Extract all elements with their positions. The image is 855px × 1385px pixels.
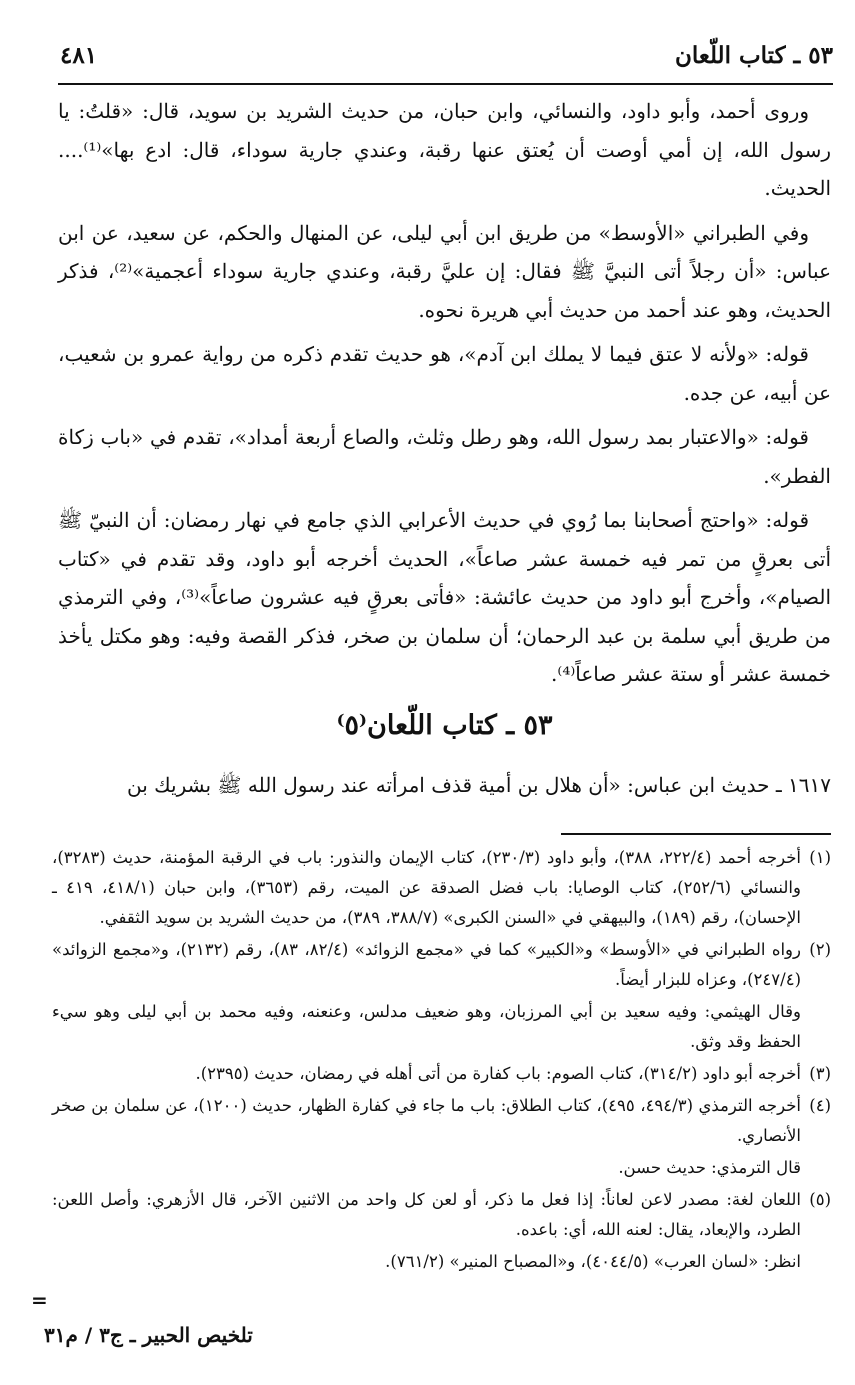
footnote <box>52 843 831 933</box>
footnote-number: (٣) <box>809 1064 831 1083</box>
header-divider <box>58 83 833 85</box>
footnote <box>52 1059 831 1089</box>
paragraph: قوله: «والاعتبار بمد رسول الله، وهو رطل وثلث، والصاع أربعة أمداد»، تقدم في «باب زكاة الفطر». <box>58 425 831 488</box>
footnote-number: (٢) <box>809 940 831 959</box>
footnote-continuation: وقال الهيثمي: وفيه سعيد بن أبي المرزبان، وهو ضعيف مدلس، وعنعنه، وفيه محمد بن أبي ليلى وهو سيء الحفظ وقد وثق. <box>52 1002 801 1051</box>
footnote-number: (٥) <box>809 1190 831 1209</box>
footnote-text: أخرجه الترمذي (٤٩٤/٣، ٤٩٥)، كتاب الطلاق: باب ما جاء في كفارة الظهار، حديث (١٢٠٠)، عن سلمان بن صخر الأنصاري. <box>52 1096 801 1145</box>
chapter-heading: ٥٣ ـ كتاب اللّعان⁽٥⁾ <box>336 710 553 741</box>
footnote-text: اللعان لغة: مصدر لاعن لعاناً: إذا فعل ما ذكر، أو لعن كل واحد من الاثنين الآخر، قال الأزهري: وأصل اللعن: الطرد، والإبعاد، يقال: لعنه الله، أي: باعده. <box>52 1190 801 1239</box>
footnote-continuation: قال الترمذي: حديث حسن. <box>618 1158 801 1177</box>
paragraph: قوله: «ولأنه لا عتق فيما لا يملك ابن آدم»، هو حديث تقدم ذكره من رواية عمرو بن شعيب، عن أبيه، عن جده. <box>58 342 831 405</box>
running-header <box>60 38 833 82</box>
footnote-number: (١) <box>809 848 831 867</box>
footnote <box>52 1185 831 1245</box>
footnote-text: أخرجه أبو داود (٣١٤/٢)، كتاب الصوم: باب كفارة من أتى أهله في رمضان، حديث (٢٣٩٥). <box>195 1064 801 1083</box>
volume-signature: تلخيص الحبير ـ ج٣ / م٣١ <box>44 1323 253 1347</box>
paragraph: وروى أحمد، وأبو داود، والنسائي، وابن حبان، من حديث الشريد بن سويد، قال: «قلتُ: يا رسول الله، إن أمي أوصت أن يُعتق عنها رقبة، وعندي جارية سوداء، قال: ادع بها»⁽¹⁾.... الحديث. <box>58 99 831 200</box>
hadith-entry: ١٦١٧ ـ حديث ابن عباس: «أن هلال بن أمية قذف امرأته عند رسول الله ﷺ بشريك بن <box>127 773 831 797</box>
continuation-mark: = <box>31 1288 48 1312</box>
footnote-text: رواه الطبراني في «الأوسط» و«الكبير» كما في «مجمع الزوائد» (٨٢/٤، ٨٣)، رقم (٢١٣٢)، و«مجمع الزوائد» (٢٤٧/٤)، وعزاه للبزار أيضاً. <box>52 940 801 989</box>
footnotes <box>52 843 831 1279</box>
footnote-number: (٤) <box>809 1096 831 1115</box>
paragraph: قوله: «واحتج أصحابنا بما رُوي في حديث الأعرابي الذي جامع في نهار رمضان: أن النبيّ ﷺ أتى بعرقٍ من تمر فيه خمسة عشر صاعاً»، الحديث أخرجه أبو داود، وقد تقدم في «كتاب الصيام»، وأخرج أبو داود من حديث عائشة: «فأتى بعرقٍ فيه عشرون صاعاً»⁽³⁾، وفي الترمذي من طريق أبي سلمة بن عبد الرحمان؛ أن سلمان بن صخر، فذكر القصة وفيه: وهو مكتل يأخذ خمسة عشر أو ستة عشر صاعاً⁽⁴⁾. <box>58 508 832 686</box>
footnote-continuation: انظر: «لسان العرب» (٤٠٤٤/٥)، و«المصباح المنير» (٧٦١/٢). <box>385 1252 801 1271</box>
footnote-text: أخرجه أحمد (٢٢٢/٤، ٣٨٨)، وأبو داود (٢٣٠/٣)، كتاب الإيمان والنذور: باب في الرقبة المؤمنة، حديث (٣٢٨٣)، والنسائي (٢٥٢/٦)، كتاب الوصايا: باب فضل الصدقة عن الميت، رقم (٣٦٥٣)، وابن حبان (٤١٨/١، ٤١٩ ـ الإحسان)، رقم (١٨٩)، والبيهقي في «السنن الكبرى» (٣٨٨/٧، ٣٨٩)، من حديث الشريد بن سويد الثقفي. <box>52 848 801 927</box>
main-text <box>58 92 831 700</box>
footnote <box>52 1091 831 1151</box>
footnote-divider <box>561 833 831 835</box>
footnote <box>52 935 831 995</box>
page-number: ٤٨١ <box>60 42 98 69</box>
header-chapter-title: ٥٣ ـ كتاب اللّعان <box>674 42 833 69</box>
paragraph: وفي الطبراني «الأوسط» من طريق ابن أبي ليلى، عن المنهال والحكم، عن سعيد، عن ابن عباس: «أن رجلاً أتى النبيَّ ﷺ فقال: إن عليَّ رقبة، وعندي جارية سوداء أعجمية»⁽²⁾، فذكر الحديث، وهو عند أحمد من حديث أبي هريرة نحوه. <box>58 220 831 322</box>
